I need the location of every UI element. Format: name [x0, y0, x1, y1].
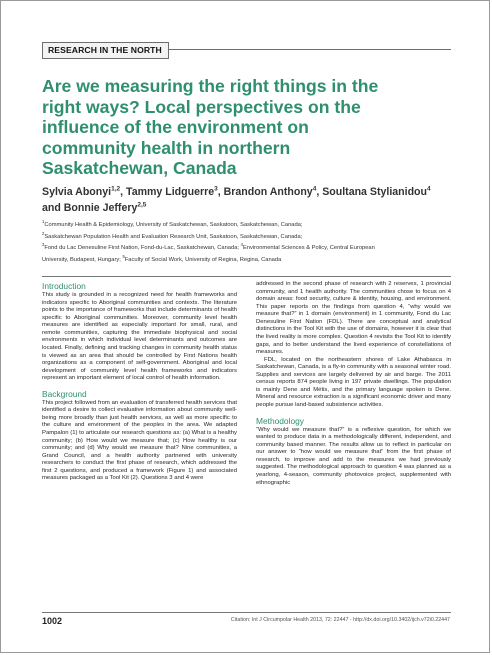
author-affiliation-mark: 4 [312, 185, 317, 192]
affiliation-number: 3 [42, 242, 45, 247]
author-affiliation-mark: 4 [427, 185, 431, 192]
affiliation-text: Faculty of Social Work, University of Regina, Regina, Canada [124, 256, 282, 263]
affiliation-number: 4 [240, 242, 243, 247]
author-name: Bonnie Jeffery [63, 202, 138, 215]
affiliation-text: Fond du Lac Denesuline First Nation, Fond-du-Lac, Saskatchewan, Canada; [44, 244, 241, 251]
author [126, 186, 224, 198]
author-name: Tammy Lidguerre [126, 185, 215, 198]
author [224, 186, 323, 198]
introduction-heading: Introduction [42, 281, 86, 291]
footer-rule [42, 612, 451, 613]
author-list [42, 182, 442, 216]
affiliation-number: 2 [42, 230, 45, 236]
affiliation-text: Environmental Sciences & Policy, Central European University, Budapest, Hungary; [42, 244, 375, 263]
section-divider [42, 276, 451, 277]
author-affiliation-mark: 1,2 [111, 185, 121, 192]
affiliation-text: Community Health & Epidemiology, University of Saskatchewan, Saskatoon, Saskatchewan, Canada; [44, 221, 303, 228]
body-paragraph: FDL, located on the northeastern shores of Lake Athabasca in Saskatchewan, Canada, is a fly-in community with a seasonal winter road. Supplies and services are largely delivered by air and barge. The 2011 census reports 874 people living in 197 private dwellings. The population is mainly Dene and Métis, and the primary language spoken is Dene. Mineral and resource extraction is a significant economic driver and many people pursue land-based subsistence activities. [256, 356, 451, 408]
author-separator: , [120, 185, 127, 198]
author-affiliation-mark: 2,5 [137, 201, 147, 209]
author-affiliation-mark: 3 [214, 185, 218, 192]
left-column [42, 281, 237, 483]
author [42, 186, 126, 198]
methodology-paragraph: “Why would we measure that?” is a reflexive question, for which we wanted to produce data in a methodologically different, independent, and community based manner. The results allow us to reflect in particular on our answer to “how would we measure that” from the first phase of research, to improve and add to the measures we had previously suggested. The methodological approach to question 4 was planned as a yearlong, 4-season, community photovoice project, supplemented with ethnographic [256, 426, 451, 486]
author-name: Soultana Stylianidou [322, 185, 427, 198]
background-paragraph: This project followed from an evaluation of transferred health services that identified a desire to collect evaluative information about community well-being more broadly than just health services, as well as more specific to the culture and environment of the peoples in the area. We adapted Pampalon (1) to articulate our research questions as: (a) What is a healthy community; (b) How would we measure that; (c) How healthy is our community; and (d) Why would we measure that? Nine communities, a Grand Council, and a health authority partnered with university researchers to conduct the first phase of research, which addressed the first 2 questions, and produced a framework (Figure 1) and associated measures packaged as a Tool Kit (2). Questions 3 and 4 were [42, 399, 237, 482]
article-title: Are we measuring the right things in the right ways? Local perspectives on the influence of the environment on community health in northern Saskatchewan, Canada [42, 76, 379, 179]
citation: Citation: Int J Circumpolar Health 2013, 72: 22447 - http://dx.doi.org/10.3402/ijch.v72i0.22447 [230, 617, 450, 623]
affiliation-number: 1 [42, 219, 45, 224]
affiliations [42, 218, 387, 264]
section-tag: RESEARCH IN THE NORTH [42, 42, 169, 59]
methodology-heading: Methodology [256, 415, 304, 426]
author-name: Sylvia Abonyi [42, 185, 112, 198]
author [64, 202, 147, 214]
page-number: 1002 [42, 616, 63, 626]
right-column [256, 281, 451, 487]
author-separator: , [316, 185, 323, 198]
author-separator: , [217, 185, 224, 198]
body-paragraph: addressed in the second phase of research with 2 reserves, 1 provincial community, and 1 health authority. The communities chose to focus on 4 domain areas: food security, culture & identity, housing, and environment. This paper reports on the findings from question 4, “why would we measure that?” in 1 domain (environment) in 1 community, Fond du Lac Denesuline First Nation (FDL). There are conceptual and analytical distinctions in the Tool Kit with the use of domains, however it is clear that the lived reality is more complex. Question 4 revisits the Tool Kit to identify gaps, and to better understand the lived experience of constellations of measures. [256, 281, 451, 356]
affiliation-number: 5 [122, 253, 125, 259]
introduction-paragraph: This study is grounded in a recognized need for health frameworks and indicators specific to Aboriginal communities and contexts. The literature points to the importance of frameworks that include determinants of health specific to Aboriginal communities. Moreover, community level health measures are identified as especially important for small, rural, and remote communities, capturing the immediate biophysical and social environments in which individual level determinants and outcomes are located. Finally, defining and tracking changes in community health status is viewed as an area that should be controlled by First Nations health organizations as a component of self-government. Aboriginal and local development of community level health frameworks and indicators represent an important element of local control of health information. [42, 292, 237, 382]
background-heading: Background [42, 388, 87, 399]
affiliation-text: Saskatchewan Population Health and Evaluation Research Unit, Saskatoon, Saskatchewan, Canada; [44, 233, 303, 240]
author-separator: and [42, 202, 64, 215]
author-name: Brandon Anthony [223, 185, 313, 198]
